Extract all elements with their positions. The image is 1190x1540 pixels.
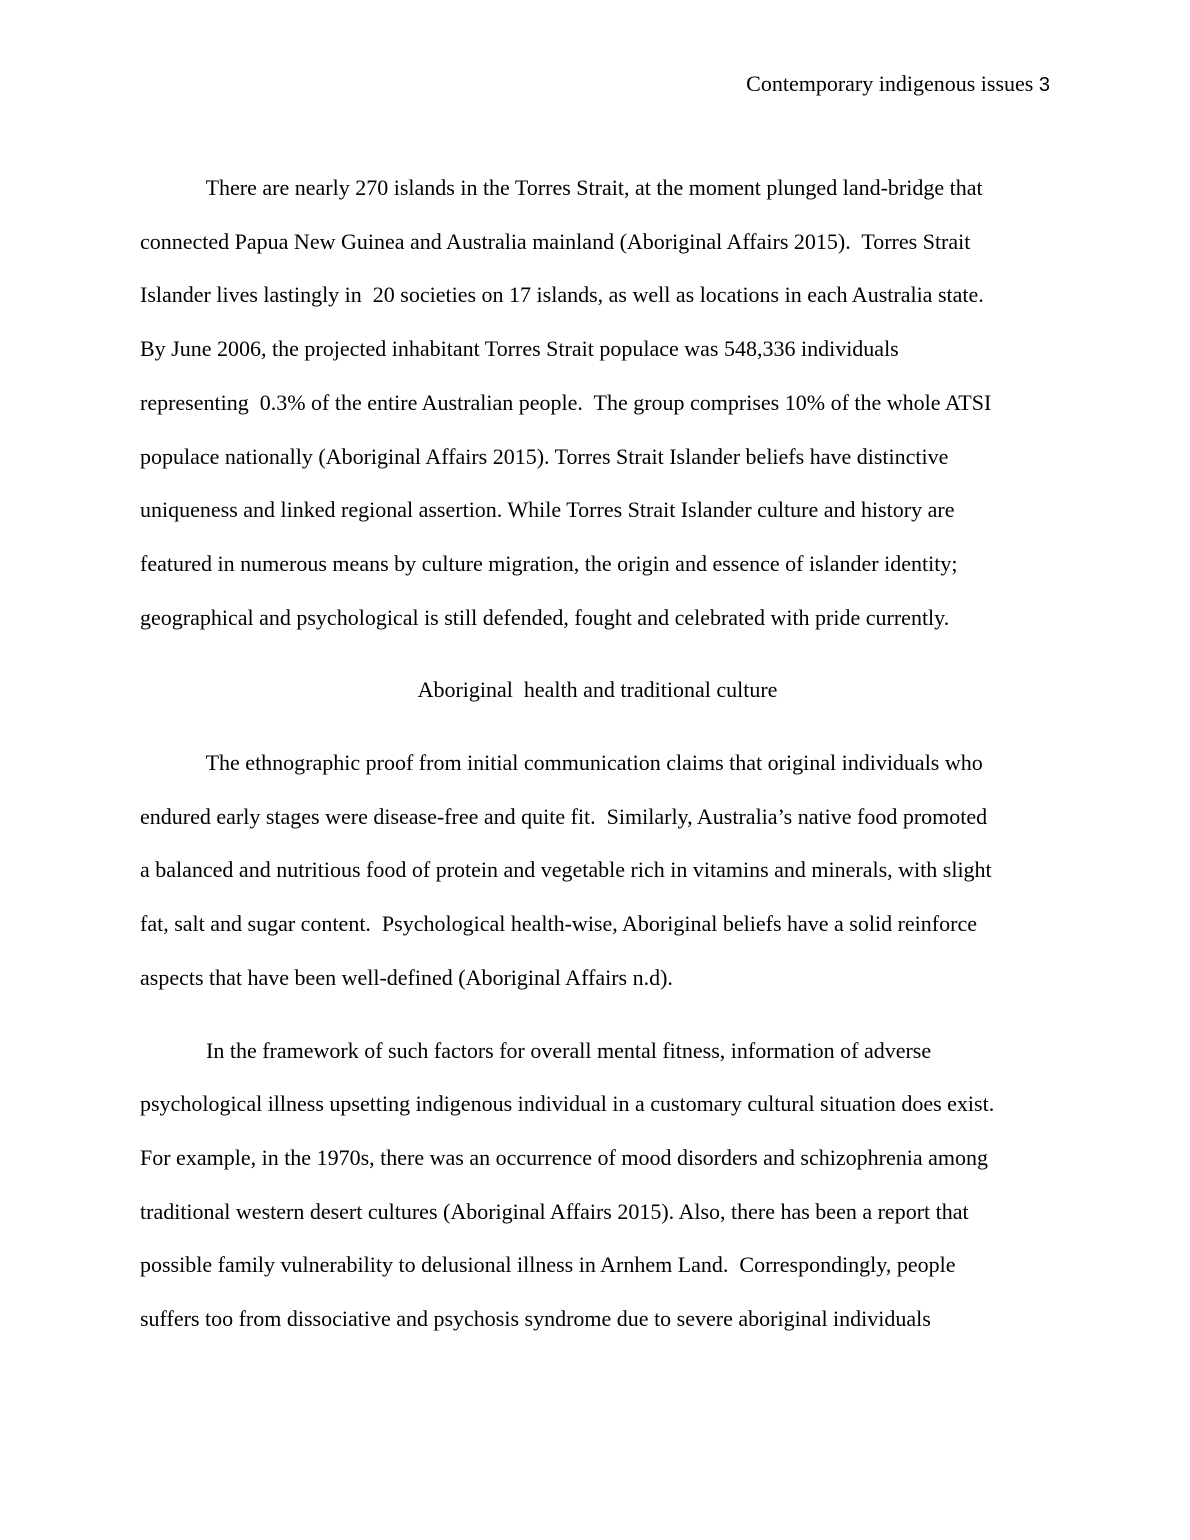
section-heading: Aboriginal health and traditional culture [417,677,778,703]
text-line: For example, in the 1970s, there was an occurrence of mood disorders and schizophrenia among [140,1144,988,1170]
running-title: Contemporary indigenous issues [746,71,1039,96]
page-number: 3 [1038,74,1050,96]
text-line: psychological illness upsetting indigenous individual in a customary cultural situation does exist. [140,1091,995,1117]
text-line: geographical and psychological is still defended, fought and celebrated with pride currently. [140,604,950,630]
body-text [140,161,1055,1346]
paragraph-mental-fitness [140,1024,1055,1346]
paragraph-torres-strait [140,161,1055,644]
text-line: featured in numerous means by culture migration, the origin and essence of islander identity; [140,550,958,576]
text-line: The ethnographic proof from initial communication claims that original individuals who [140,750,983,776]
text-line: populace nationally (Aboriginal Affairs 2015). Torres Strait Islander beliefs have distinctive [140,443,949,469]
text-line: fat, salt and sugar content. Psychological health-wise, Aboriginal beliefs have a solid reinforce [140,911,977,937]
text-line: a balanced and nutritious food of protein and vegetable rich in vitamins and minerals, with slight [140,857,992,883]
paragraph-ethnographic-proof [140,736,1055,1005]
text-line: aspects that have been well-defined (Aboriginal Affairs n.d). [140,964,673,990]
text-line: possible family vulnerability to delusional illness in Arnhem Land. Correspondingly, people [140,1252,956,1278]
text-line: uniqueness and linked regional assertion. While Torres Strait Islander culture and history are [140,497,955,523]
text-line: endured early stages were disease-free and quite fit. Similarly, Australia’s native food promoted [140,803,988,829]
text-line: By June 2006, the projected inhabitant Torres Strait populace was 548,336 individuals [140,336,899,362]
running-head [746,70,1050,99]
text-line: There are nearly 270 islands in the Torres Strait, at the moment plunged land-bridge that [140,175,983,200]
text-line: Islander lives lastingly in 20 societies on 17 islands, as well as locations in each Australia state. [140,282,984,308]
text-line: In the framework of such factors for overall mental fitness, information of adverse [140,1037,932,1063]
text-line: connected Papua New Guinea and Australia mainland (Aboriginal Affairs 2015). Torres Strait [140,228,971,254]
text-line: representing 0.3% of the entire Australian people. The group comprises 10% of the whole ATSI [140,389,992,415]
text-line: suffers too from dissociative and psychosis syndrome due to severe aboriginal individuals [140,1306,931,1332]
text-line: traditional western desert cultures (Aboriginal Affairs 2015). Also, there has been a report that [140,1198,969,1224]
